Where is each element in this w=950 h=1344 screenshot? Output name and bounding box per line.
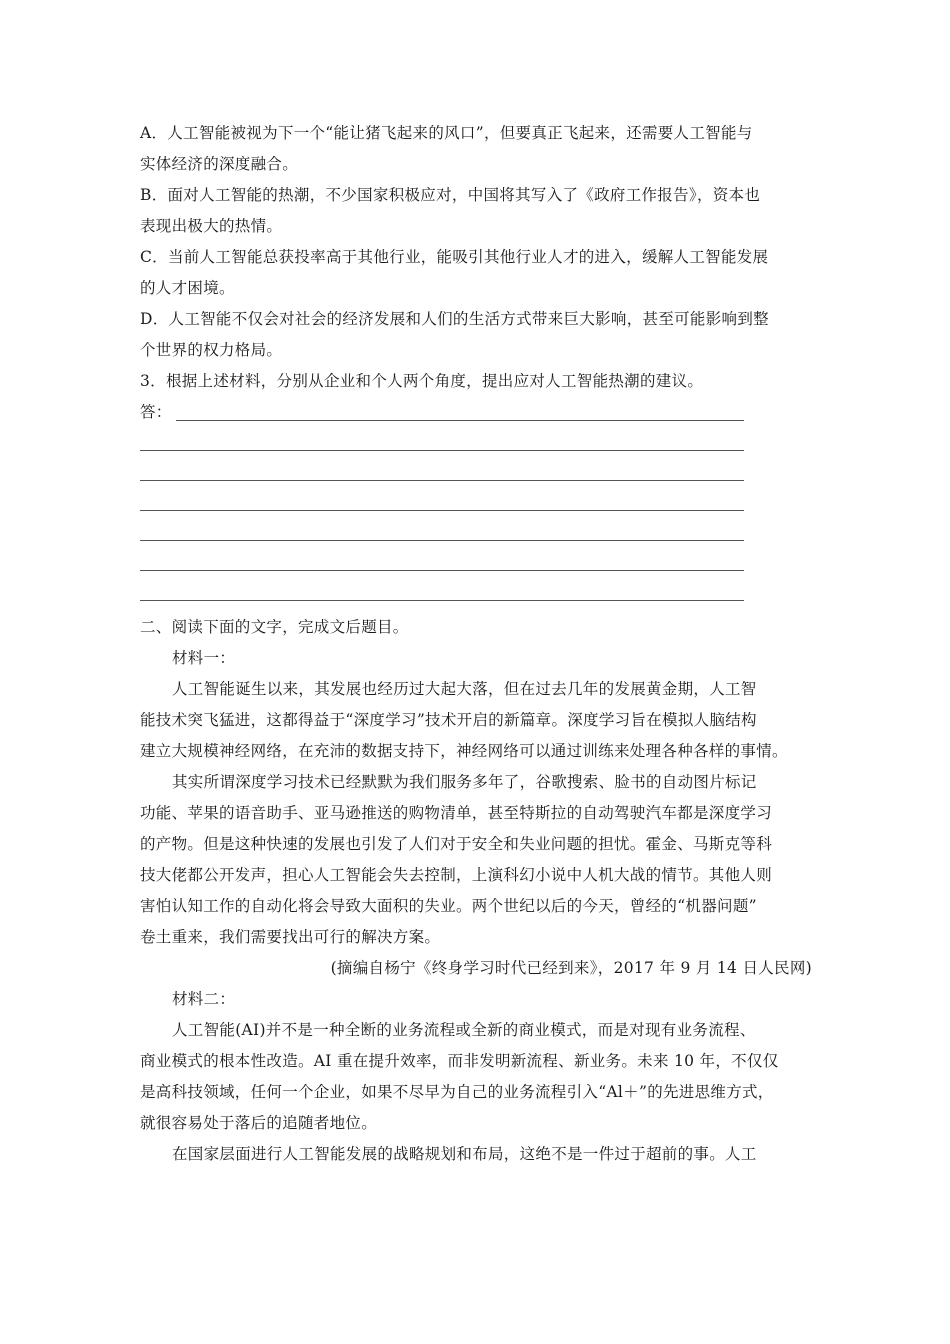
paragraph-line: 就很容易处于落后的追随者地位。 xyxy=(140,1114,378,1132)
material-1-label: 材料一： xyxy=(172,649,236,667)
page-content xyxy=(140,118,812,1170)
answer-rule xyxy=(140,450,744,451)
material-1-paragraph-2 xyxy=(140,767,812,953)
answer-rule xyxy=(140,510,744,511)
answer-area xyxy=(140,397,812,608)
paragraph-line: 卷土重来，我们需要找出可行的解决方案。 xyxy=(140,928,441,946)
question-3: 3．根据上述材料，分别从企业和个人两个角度，提出应对人工智能热潮的建议。 xyxy=(140,372,704,390)
option-b-line-2: 表现出极大的热情。 xyxy=(140,217,283,235)
material-2-paragraph-2 xyxy=(140,1139,812,1170)
material-1-source: (摘编自杨宁《终身学习时代已经到来》，2017 年 9 月 14 日人民网) xyxy=(330,959,812,977)
paragraph-line: 其实所谓深度学习技术已经默默为我们服务多年了，谷歌搜索、脸书的自动图片标记 xyxy=(172,773,757,791)
option-c-line-1: C．当前人工智能总获投率高于其他行业，能吸引其他行业人才的进入，缓解人工智能发展 xyxy=(140,248,769,266)
section-2-heading: 二、阅读下面的文字，完成文后题目。 xyxy=(140,618,409,636)
option-c-line-2: 的人才困境。 xyxy=(140,279,235,297)
paragraph-line: 能技术突飞猛进，这都得益于“深度学习”技术开启的新篇章。深度学习旨在模拟人脑结构 xyxy=(140,711,757,729)
option-b-line-1: B．面对人工智能的热潮，不少国家积极应对，中国将其写入了《政府工作报告》，资本也 xyxy=(140,186,761,204)
paragraph-line: 的产物。但是这种快速的发展也引发了人们对于安全和失业问题的担忧。霍金、马斯克等科 xyxy=(140,835,773,853)
paragraph-line: 害怕认知工作的自动化将会导致大面积的失业。两个世纪以后的今天，曾经的“机器问题” xyxy=(140,897,757,915)
option-b xyxy=(140,180,812,242)
paragraph-line: 是高科技领域，任何一个企业，如果不尽早为自己的业务流程引入“Al＋”的先进思维方式， xyxy=(140,1083,774,1101)
paragraph-line: 建立大规模神经网络，在充沛的数据支持下，神经网络可以通过训练来处理各种各样的事情。 xyxy=(140,742,788,760)
option-d-line-2: 个世界的权力格局。 xyxy=(140,341,283,359)
paragraph-line: 人工智能(AI)并不是一种全断的业务流程或全新的商业模式，而是对现有业务流程、 xyxy=(172,1021,756,1039)
option-a-line-1: A．人工智能被视为下一个“能让猪飞起来的风口”，但要真正飞起来，还需要人工智能与 xyxy=(140,124,753,142)
answer-rule xyxy=(140,480,744,481)
option-a xyxy=(140,118,812,180)
answer-label: 答： xyxy=(140,403,172,421)
answer-blank-line[interactable] xyxy=(140,518,744,548)
material-2-label: 材料二： xyxy=(172,990,236,1008)
answer-rule xyxy=(140,570,744,571)
paragraph-line: 人工智能诞生以来，其发展也经历过大起大落，但在过去几年的发展黄金期，人工智 xyxy=(172,680,757,698)
answer-rule xyxy=(176,420,744,421)
paragraph-line: 在国家层面进行人工智能发展的战略规划和布局，这绝不是一件过于超前的事。人工 xyxy=(172,1145,757,1163)
material-2-paragraph-1 xyxy=(140,1015,812,1139)
paragraph-line: 商业模式的根本性改造。AI 重在提升效率，而非发明新流程、新业务。未来 10 年，不仅仅 xyxy=(140,1052,779,1070)
paragraph-line: 功能、苹果的语音助手、亚马逊推送的购物清单，甚至特斯拉的自动驾驶汽车都是深度学习 xyxy=(140,804,773,822)
option-d-line-1: D．人工智能不仅会对社会的经济发展和人们的生活方式带来巨大影响，甚至可能影响到整 xyxy=(140,310,769,328)
paragraph-line: 技大佬都公开发声，担心人工智能会失去控制，上演科幻小说中人机大战的情节。其他人则 xyxy=(140,866,773,884)
answer-blank-line[interactable] xyxy=(140,548,744,578)
answer-blank-line[interactable] xyxy=(140,488,744,518)
answer-first-line[interactable] xyxy=(140,397,744,428)
answer-rule xyxy=(140,600,744,601)
answer-blank-line[interactable] xyxy=(140,458,744,488)
option-a-line-2: 实体经济的深度融合。 xyxy=(140,155,299,173)
answer-blank-line[interactable] xyxy=(140,428,744,458)
answer-rule xyxy=(140,540,744,541)
answer-blank-line[interactable] xyxy=(140,578,744,608)
option-c xyxy=(140,242,812,304)
option-d xyxy=(140,304,812,366)
material-1-paragraph-1 xyxy=(140,674,812,767)
